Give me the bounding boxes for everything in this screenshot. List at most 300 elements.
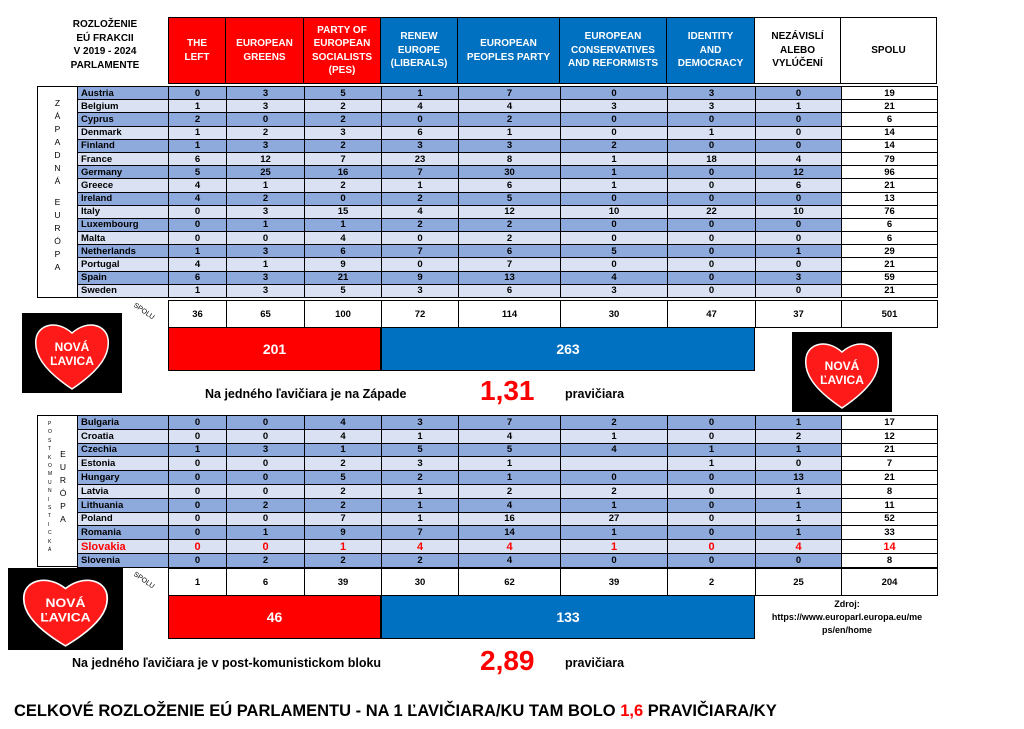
value-cell: 13	[459, 272, 561, 285]
value-cell: 0	[668, 272, 756, 285]
value-cell: 1	[756, 499, 842, 513]
value-cell: 22	[668, 206, 756, 219]
value-cell: 2	[305, 100, 382, 113]
value-cell: 2	[227, 193, 305, 206]
value-cell: 0	[169, 471, 227, 485]
region-letter: N	[48, 488, 52, 495]
nova-lavica-logo	[22, 313, 122, 393]
value-cell: 0	[668, 430, 756, 444]
value-cell: 5	[305, 285, 382, 298]
footer-ratio: 1,6	[620, 702, 644, 720]
value-cell: 5	[561, 245, 668, 258]
region-letter: P	[60, 501, 66, 511]
value-cell: 0	[668, 526, 756, 540]
east-table	[77, 415, 938, 568]
value-cell: 4	[459, 540, 561, 554]
value-cell: 12	[227, 153, 305, 166]
value-cell: 0	[756, 219, 842, 232]
value-cell: 3	[227, 140, 305, 153]
value-cell: 16	[459, 513, 561, 527]
value-cell: 14	[842, 127, 938, 140]
value-cell: 4	[382, 206, 459, 219]
value-cell: 0	[227, 430, 305, 444]
region-letter: T	[48, 446, 52, 453]
value-cell: 6	[459, 245, 561, 258]
value-cell: 17	[842, 416, 938, 430]
value-cell: 3	[382, 416, 459, 430]
country-cell: Estonia	[78, 457, 169, 471]
region-letter: A	[60, 514, 66, 524]
value-cell: 21	[842, 471, 938, 485]
value-cell: 0	[756, 457, 842, 471]
value-cell: 3	[382, 285, 459, 298]
value-cell: 0	[227, 457, 305, 471]
value-cell: 5	[305, 87, 382, 100]
value-cell: 4	[169, 258, 227, 271]
value-cell: 1	[382, 513, 459, 527]
sum-cell: 65	[227, 301, 305, 328]
value-cell: 1	[305, 540, 382, 554]
region-letter: P	[48, 421, 52, 427]
value-cell: 1	[561, 540, 668, 554]
value-cell: 0	[668, 416, 756, 430]
country-cell: Netherlands	[78, 245, 169, 258]
country-cell: Croatia	[78, 430, 169, 444]
country-cell: Poland	[78, 513, 169, 527]
value-cell: 0	[169, 554, 227, 568]
value-cell: 0	[169, 219, 227, 232]
value-cell: 14	[842, 540, 938, 554]
value-cell: 1	[382, 430, 459, 444]
nova-lavica-logo	[8, 568, 123, 650]
region-letter: O	[48, 429, 52, 436]
value-cell: 4	[561, 272, 668, 285]
value-cell: 2	[756, 430, 842, 444]
value-cell: 0	[668, 245, 756, 258]
region-letter: P	[54, 249, 61, 259]
value-cell: 0	[561, 113, 668, 126]
value-cell: 1	[227, 219, 305, 232]
region-letter: K	[48, 538, 52, 545]
sum-cell: 25	[756, 569, 842, 596]
value-cell: 1	[561, 153, 668, 166]
country-cell: Malta	[78, 232, 169, 245]
value-cell: 4	[169, 193, 227, 206]
value-cell: 5	[305, 471, 382, 485]
country-cell: Lithuania	[78, 499, 169, 513]
country-cell: Romania	[78, 526, 169, 540]
value-cell: 0	[169, 540, 227, 554]
col-header-pes: PARTY OF EUROPEAN SOCIALISTS (PES)	[304, 17, 381, 84]
value-cell: 0	[227, 232, 305, 245]
value-cell: 21	[842, 285, 938, 298]
sum-cell: 39	[305, 569, 382, 596]
sum-cell: 100	[305, 301, 382, 328]
value-cell: 12	[459, 206, 561, 219]
region-letter: S	[48, 505, 52, 512]
title-line: ROZLOŽENIE	[72, 19, 138, 30]
sum-cell: 1	[169, 569, 227, 596]
value-cell: 16	[305, 166, 382, 179]
value-cell: 2	[305, 113, 382, 126]
value-cell: 2	[561, 140, 668, 153]
east-left-total: 46	[168, 595, 381, 639]
value-cell: 5	[459, 444, 561, 458]
value-cell: 1	[561, 526, 668, 540]
value-cell: 7	[459, 258, 561, 271]
col-header-the-left: THE LEFT	[168, 17, 226, 84]
nova-lavica-logo	[792, 332, 892, 412]
value-cell: 4	[305, 232, 382, 245]
country-cell: Czechia	[78, 444, 169, 458]
value-cell: 2	[382, 219, 459, 232]
value-cell: 0	[561, 87, 668, 100]
east-right-total: 133	[381, 595, 755, 639]
value-cell: 6	[305, 245, 382, 258]
value-cell: 15	[305, 206, 382, 219]
value-cell: 4	[459, 499, 561, 513]
value-cell: 4	[756, 153, 842, 166]
col-header-independent: NEZÁVISLÍ ALEBO VYLÚČENÍ	[755, 17, 841, 84]
value-cell: 0	[668, 166, 756, 179]
value-cell: 0	[756, 285, 842, 298]
country-cell: Ireland	[78, 193, 169, 206]
heart-icon	[8, 568, 123, 650]
value-cell: 7	[842, 457, 938, 471]
col-header-renew: RENEW EUROPE (LIBERALS)	[381, 17, 458, 84]
region-letter: R	[59, 475, 67, 485]
value-cell: 0	[756, 193, 842, 206]
region-letter: Ó	[59, 488, 67, 498]
value-cell: 4	[459, 100, 561, 113]
value-cell: 12	[842, 430, 938, 444]
value-cell: 2	[459, 485, 561, 499]
title-line: EÚ FRAKCII	[76, 32, 134, 44]
region-letter: P	[54, 124, 61, 134]
heart-icon	[792, 332, 892, 412]
logo-text: ĽAVICA	[820, 373, 864, 387]
country-cell: Spain	[78, 272, 169, 285]
value-cell: 3	[227, 100, 305, 113]
value-cell: 52	[842, 513, 938, 527]
value-cell: 7	[459, 87, 561, 100]
value-cell: 5	[459, 193, 561, 206]
value-cell: 1	[561, 430, 668, 444]
value-cell: 3	[227, 272, 305, 285]
west-left-total: 201	[168, 327, 381, 371]
country-cell: Bulgaria	[78, 416, 169, 430]
value-cell: 1	[382, 499, 459, 513]
value-cell: 1	[382, 87, 459, 100]
value-cell: 2	[561, 416, 668, 430]
value-cell: 1	[169, 100, 227, 113]
col-header-epp: EUROPEAN PEOPLES PARTY	[458, 17, 560, 84]
value-cell: 29	[842, 245, 938, 258]
value-cell: 2	[227, 127, 305, 140]
value-cell: 1	[459, 457, 561, 471]
value-cell: 1	[227, 179, 305, 192]
value-cell: 3	[459, 140, 561, 153]
value-cell: 0	[756, 232, 842, 245]
country-cell: Denmark	[78, 127, 169, 140]
sum-cell: 37	[756, 301, 842, 328]
value-cell: 6	[842, 219, 938, 232]
value-cell: 76	[842, 206, 938, 219]
value-cell: 6	[169, 153, 227, 166]
region-letter: U	[59, 462, 67, 472]
value-cell: 21	[842, 179, 938, 192]
value-cell: 0	[227, 416, 305, 430]
value-cell: 1	[756, 526, 842, 540]
country-cell: Belgium	[78, 100, 169, 113]
value-cell: 1	[169, 140, 227, 153]
country-cell: Cyprus	[78, 113, 169, 126]
east-note-suffix: pravičiara	[565, 656, 625, 670]
value-cell: 6	[459, 285, 561, 298]
value-cell: 2	[459, 219, 561, 232]
value-cell: 2	[382, 471, 459, 485]
value-cell: 21	[842, 100, 938, 113]
value-cell: 1	[561, 179, 668, 192]
value-cell: 7	[382, 166, 459, 179]
value-cell: 0	[668, 140, 756, 153]
region-letter: A	[54, 137, 61, 147]
value-cell: 10	[756, 206, 842, 219]
value-cell: 1	[305, 444, 382, 458]
col-header-id: IDENTITY AND DEMOCRACY	[667, 17, 755, 84]
value-cell: 3	[227, 285, 305, 298]
value-cell: 3	[668, 100, 756, 113]
value-cell: 1	[756, 100, 842, 113]
value-cell: 0	[668, 485, 756, 499]
region-letter: C	[48, 530, 52, 537]
region-letter: M	[48, 471, 53, 478]
value-cell: 0	[561, 554, 668, 568]
sum-cell: 204	[842, 569, 938, 596]
value-cell: 0	[227, 513, 305, 527]
col-header-greens: EUROPEAN GREENS	[226, 17, 304, 84]
value-cell: 4	[382, 540, 459, 554]
sum-cell: 72	[382, 301, 459, 328]
value-cell: 1	[668, 127, 756, 140]
value-cell: 21	[842, 258, 938, 271]
col-header-ecr: EUROPEAN CONSERVATIVES AND REFORMISTS	[560, 17, 667, 84]
region-letter: E	[54, 197, 61, 207]
value-cell: 7	[305, 153, 382, 166]
sum-cell: 39	[561, 569, 668, 596]
value-cell: 7	[382, 526, 459, 540]
value-cell: 4	[756, 540, 842, 554]
value-cell: 2	[305, 140, 382, 153]
west-right-total: 263	[381, 327, 755, 371]
value-cell: 0	[668, 554, 756, 568]
value-cell: 5	[169, 166, 227, 179]
footer-prefix: CELKOVÉ ROZLOŽENIE EÚ PARLAMENTU - NA 1 ĽAVIČIARA/KU TAM BOLO	[14, 702, 621, 720]
east-note-prefix: Na jedného ľavičiara je v post-komunistickom bloku	[72, 656, 382, 670]
value-cell: 0	[756, 140, 842, 153]
value-cell: 6	[169, 272, 227, 285]
country-cell: Austria	[78, 87, 169, 100]
region-letter: I	[48, 521, 50, 528]
value-cell: 18	[668, 153, 756, 166]
value-cell: 2	[169, 113, 227, 126]
value-cell: 1	[668, 444, 756, 458]
value-cell: 0	[169, 206, 227, 219]
region-letter: K	[48, 454, 52, 461]
value-cell: 1	[169, 127, 227, 140]
value-cell: 0	[668, 179, 756, 192]
region-letter: D	[54, 150, 61, 160]
value-cell: 1	[756, 485, 842, 499]
value-cell: 0	[668, 285, 756, 298]
value-cell: 7	[459, 416, 561, 430]
value-cell: 19	[842, 87, 938, 100]
table-title	[50, 18, 160, 72]
value-cell: 6	[842, 232, 938, 245]
value-cell: 0	[668, 540, 756, 554]
country-cell: Slovakia	[78, 540, 169, 554]
value-cell: 0	[668, 471, 756, 485]
region-letter: Á	[54, 176, 61, 186]
value-cell: 13	[756, 471, 842, 485]
value-cell: 3	[227, 206, 305, 219]
country-cell: Italy	[78, 206, 169, 219]
value-cell: 27	[561, 513, 668, 527]
value-cell: 12	[756, 166, 842, 179]
region-letter: A	[54, 262, 61, 272]
value-cell: 1	[169, 285, 227, 298]
value-cell: 0	[227, 471, 305, 485]
value-cell: 1	[561, 499, 668, 513]
value-cell: 0	[169, 430, 227, 444]
source-url-line: ps/en/home	[821, 625, 872, 635]
country-cell: Finland	[78, 140, 169, 153]
value-cell: 2	[227, 499, 305, 513]
country-cell: Hungary	[78, 471, 169, 485]
country-cell: Slovenia	[78, 554, 169, 568]
value-cell: 2	[305, 179, 382, 192]
col-header-total: SPOLU	[841, 17, 937, 84]
title-line: PARLAMENTE	[70, 59, 140, 71]
value-cell: 3	[382, 457, 459, 471]
value-cell: 0	[169, 485, 227, 499]
value-cell: 3	[561, 285, 668, 298]
value-cell: 14	[842, 140, 938, 153]
region-letter: S	[48, 437, 52, 444]
country-cell: Sweden	[78, 285, 169, 298]
value-cell: 0	[169, 416, 227, 430]
footer-summary	[14, 702, 777, 721]
value-cell: 1	[227, 258, 305, 271]
sum-cell: 30	[561, 301, 668, 328]
value-cell: 9	[305, 258, 382, 271]
value-cell: 0	[169, 232, 227, 245]
value-cell: 0	[756, 554, 842, 568]
source-note	[757, 598, 937, 637]
sum-cell: 2	[668, 569, 756, 596]
region-letter: R	[54, 223, 61, 233]
value-cell: 1	[756, 444, 842, 458]
west-sum-row	[168, 300, 938, 328]
value-cell: 14	[459, 526, 561, 540]
value-cell: 0	[561, 219, 668, 232]
value-cell: 4	[382, 100, 459, 113]
region-letter: U	[54, 210, 61, 220]
region-letter: Á	[54, 111, 61, 121]
value-cell: 2	[305, 554, 382, 568]
sum-cell: 114	[459, 301, 561, 328]
logo-text: NOVÁ	[45, 595, 86, 610]
value-cell: 3	[756, 272, 842, 285]
west-note-prefix: Na jedného ľavičiara je na Západe	[205, 387, 407, 401]
value-cell: 1	[169, 245, 227, 258]
value-cell: 2	[459, 113, 561, 126]
value-cell: 21	[305, 272, 382, 285]
value-cell: 0	[227, 540, 305, 554]
value-cell: 0	[668, 219, 756, 232]
value-cell: 3	[305, 127, 382, 140]
value-cell: 33	[842, 526, 938, 540]
country-cell: Portugal	[78, 258, 169, 271]
region-letter: Á	[48, 547, 52, 554]
value-cell: 1	[169, 444, 227, 458]
country-cell: Greece	[78, 179, 169, 192]
value-cell: 1	[561, 166, 668, 179]
value-cell: 3	[227, 444, 305, 458]
east-sum-row	[168, 568, 938, 596]
east-sum-label: SPOLU	[131, 571, 156, 591]
value-cell: 2	[459, 232, 561, 245]
value-cell: 6	[382, 127, 459, 140]
value-cell: 0	[227, 113, 305, 126]
value-cell: 1	[459, 127, 561, 140]
logo-text: ĽAVICA	[50, 354, 94, 368]
value-cell: 2	[227, 554, 305, 568]
value-cell: 1	[382, 485, 459, 499]
value-cell: 0	[561, 127, 668, 140]
value-cell: 0	[668, 113, 756, 126]
value-cell: 21	[842, 444, 938, 458]
value-cell: 0	[382, 113, 459, 126]
value-cell: 2	[305, 499, 382, 513]
value-cell: 59	[842, 272, 938, 285]
country-cell: Latvia	[78, 485, 169, 499]
sum-cell: 47	[668, 301, 756, 328]
value-cell: 23	[382, 153, 459, 166]
region-letter: I	[48, 496, 50, 503]
value-cell: 4	[169, 179, 227, 192]
value-cell: 8	[842, 485, 938, 499]
sum-cell: 501	[842, 301, 938, 328]
value-cell: 3	[382, 140, 459, 153]
logo-text: ĽAVICA	[40, 610, 91, 625]
value-cell: 0	[382, 258, 459, 271]
region-letter: Z	[54, 98, 61, 108]
value-cell: 3	[668, 87, 756, 100]
region-letter: T	[48, 513, 52, 520]
value-cell: 0	[169, 87, 227, 100]
west-table	[77, 86, 938, 298]
value-cell: 0	[756, 113, 842, 126]
value-cell: 3	[227, 245, 305, 258]
value-cell: 79	[842, 153, 938, 166]
value-cell: 4	[561, 444, 668, 458]
value-cell: 3	[227, 87, 305, 100]
value-cell: 96	[842, 166, 938, 179]
sum-cell: 30	[382, 569, 459, 596]
sum-cell: 36	[169, 301, 227, 328]
value-cell: 13	[842, 193, 938, 206]
